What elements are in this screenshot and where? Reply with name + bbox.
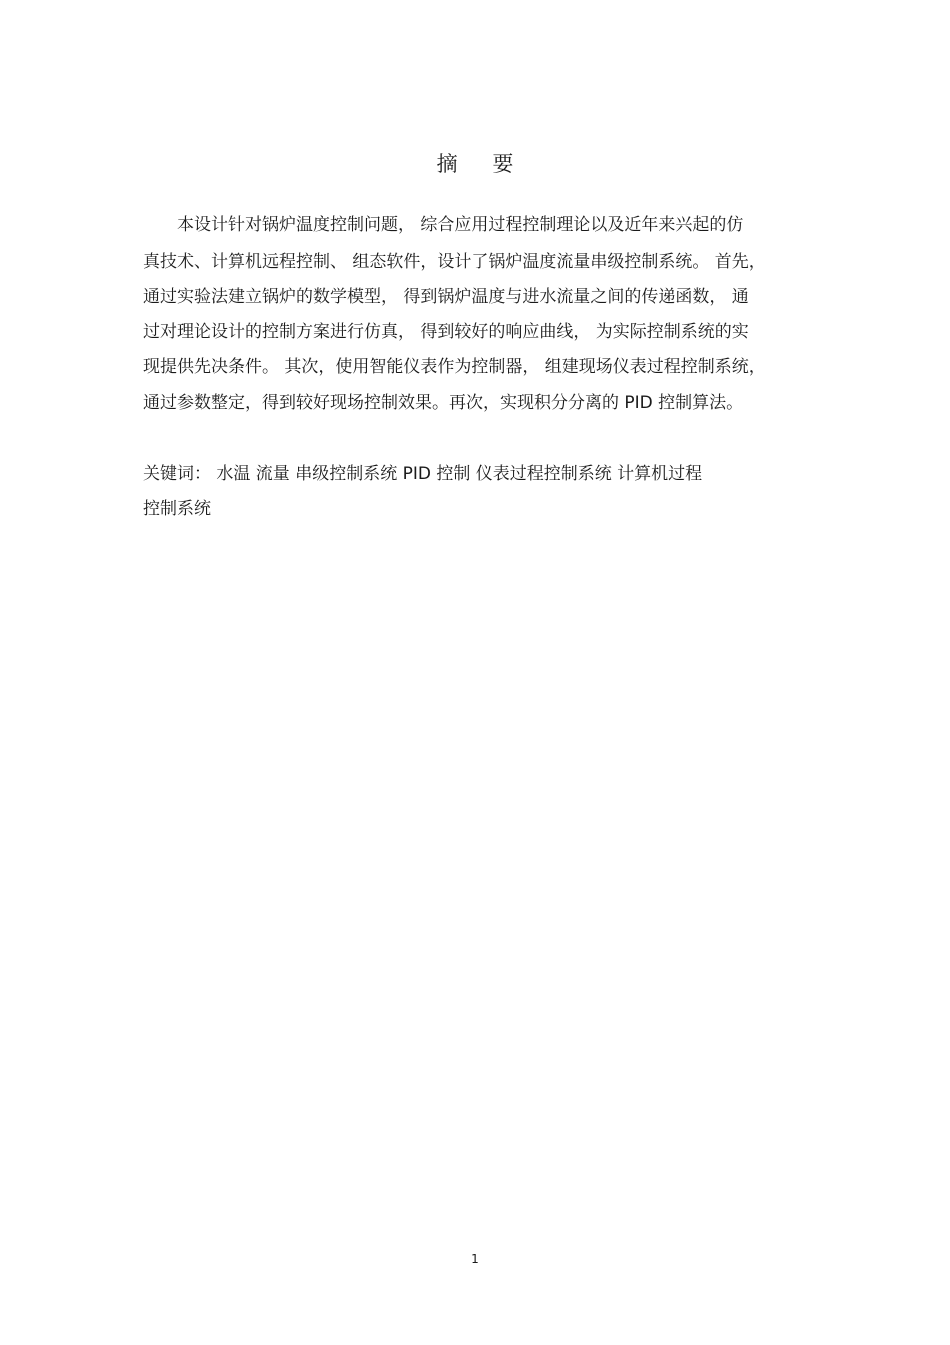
abstract-line-2: 真技术、计算机远程控制、 组态软件，设计了锅炉温度流量串级控制系统。 首先，: [143, 252, 766, 272]
abstract-line-6: 通过参数整定，得到较好现场控制效果。再次，实现积分分离的 PID 控制算法。: [143, 393, 744, 413]
abstract-line-5: 现提供先决条件。 其次，使用智能仪表作为控制器， 组建现场仪表过程控制系统，: [143, 357, 766, 377]
abstract-line-1: 本设计针对锅炉温度控制问题， 综合应用过程控制理论以及近年来兴起的仿: [177, 215, 744, 235]
abstract-line-4: 过对理论设计的控制方案进行仿真， 得到较好的响应曲线， 为实际控制系统的实: [143, 322, 749, 342]
keywords-line-2: 控制系统: [143, 499, 211, 519]
page-number: 1: [471, 1252, 479, 1266]
keywords-line-1: 关键词： 水温 流量 串级控制系统 PID 控制 仪表过程控制系统 计算机过程: [143, 464, 703, 484]
abstract-title: 摘 要: [436, 152, 528, 176]
abstract-line-3: 通过实验法建立锅炉的数学模型， 得到锅炉温度与进水流量之间的传递函数， 通: [143, 287, 749, 307]
